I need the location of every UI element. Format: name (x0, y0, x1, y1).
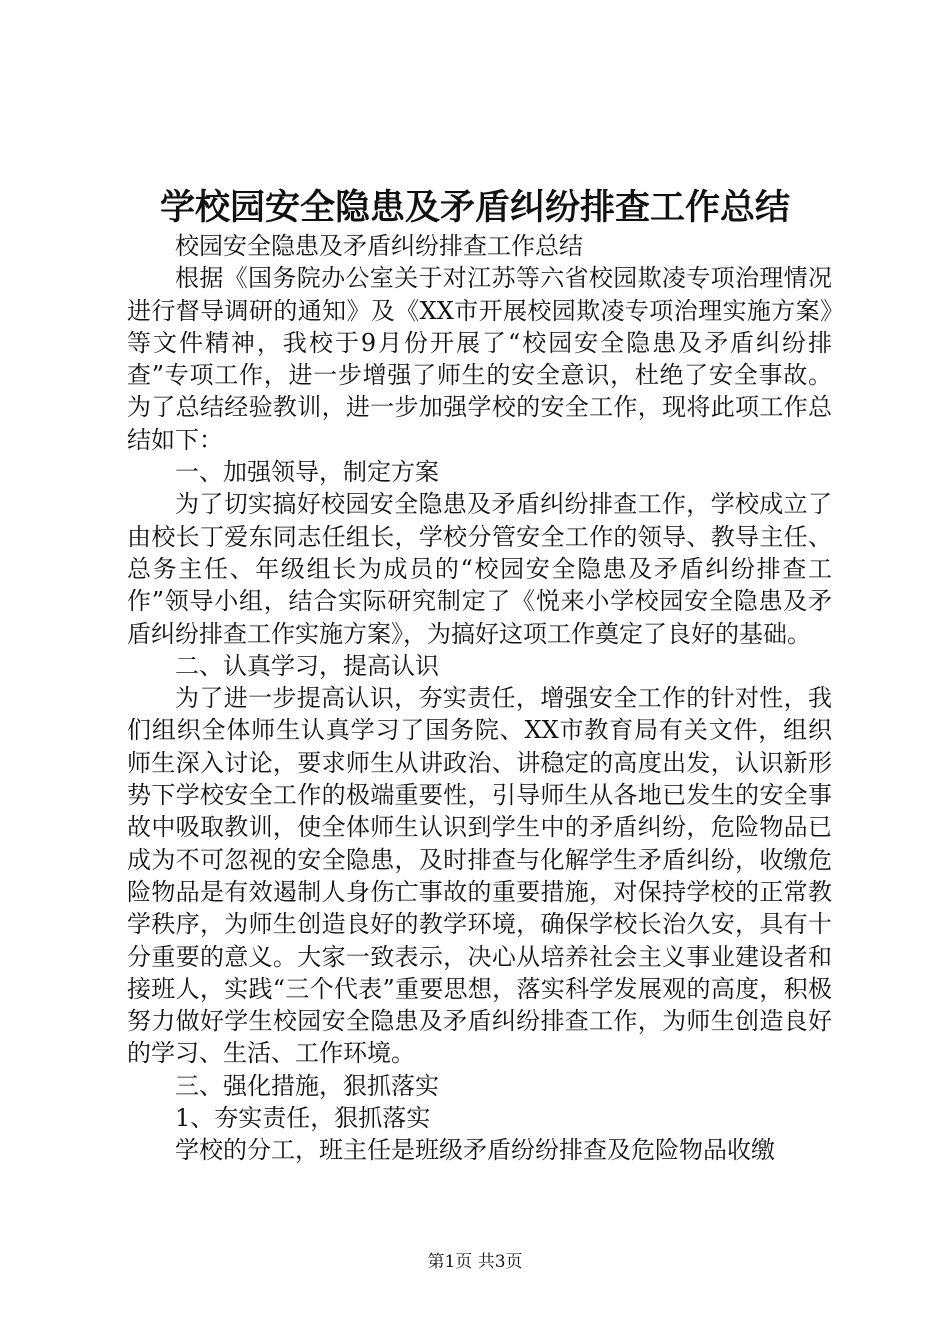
section-2-paragraph: 为了进一步提高认识，夯实责任，增强安全工作的针对性，我们组织全体师生认真学习了国务院、XX市教育局有关文件，组织师生深入讨论，要求师生从讲政治、讲稳定的高度出发，认识新形势下学校安全工作的极端重要性，引导师生从各地已发生的安全事故中吸取教训，使全体师生认识到学生中的矛盾纠纷，危险物品已成为不可忽视的安全隐患，及时排查与化解学生矛盾纠纷，收缴危险物品是有效遏制人身伤亡事故的重要措施，对保持学校的正常教学秩序，为师生创造良好的教学环境，确保学校长治久安，具有十分重要的意义。大家一致表示，决心从培养社会主义事业建设者和接班人，实践“三个代表”重要思想，落实科学发展观的高度，积极努力做好学生校园安全隐患及矛盾纠纷排查工作，为师生创造良好的学习、生活、工作环境。 (127, 684, 832, 1068)
page-footer: 第1页 共3页 (427, 1252, 523, 1272)
subtitle-paragraph: 校园安全隐患及矛盾纠纷排查工作总结 (175, 232, 583, 260)
section-heading-1: 一、加强领导，制定方案 (175, 458, 439, 487)
document-title: 学校园安全隐患及矛盾纠纷排查工作总结 (159, 187, 790, 228)
section-heading-3: 三、强化措施，狠抓落实 (175, 1071, 439, 1100)
subsection-heading-1: 1、夯实责任，狠抓落实 (175, 1104, 431, 1133)
intro-paragraph: 根据《国务院办公室关于对江苏等六省校园欺凌专项治理情况进行督导调研的通知》及《XX市开展校园欺凌专项治理实施方案》等文件精神，我校于9月份开展了“校园安全隐患及矛盾纠纷排查”专项工作，进一步增强了师生的安全意识，杜绝了安全事故。为了总结经验教训，进一步加强学校的安全工作，现将此项工作总结如下： (127, 264, 832, 454)
section-heading-2: 二、认真学习，提高认识 (175, 651, 439, 680)
section-1-paragraph: 为了切实搞好校园安全隐患及矛盾纠纷排查工作，学校成立了由校长丁爱东同志任组长，学校分管安全工作的领导、教导主任、总务主任、年级组长为成员的“校园安全隐患及矛盾纠纷排查工作”领导小组，结合实际研究制定了《悦来小学校园安全隐患及矛盾纠纷排查工作实施方案》，为搞好这项工作奠定了良好的基础。 (127, 490, 832, 648)
document-body (127, 230, 832, 1167)
subsection-1-paragraph: 学校的分工，班主任是班级矛盾纷纷排查及危险物品收缴 (175, 1136, 775, 1165)
